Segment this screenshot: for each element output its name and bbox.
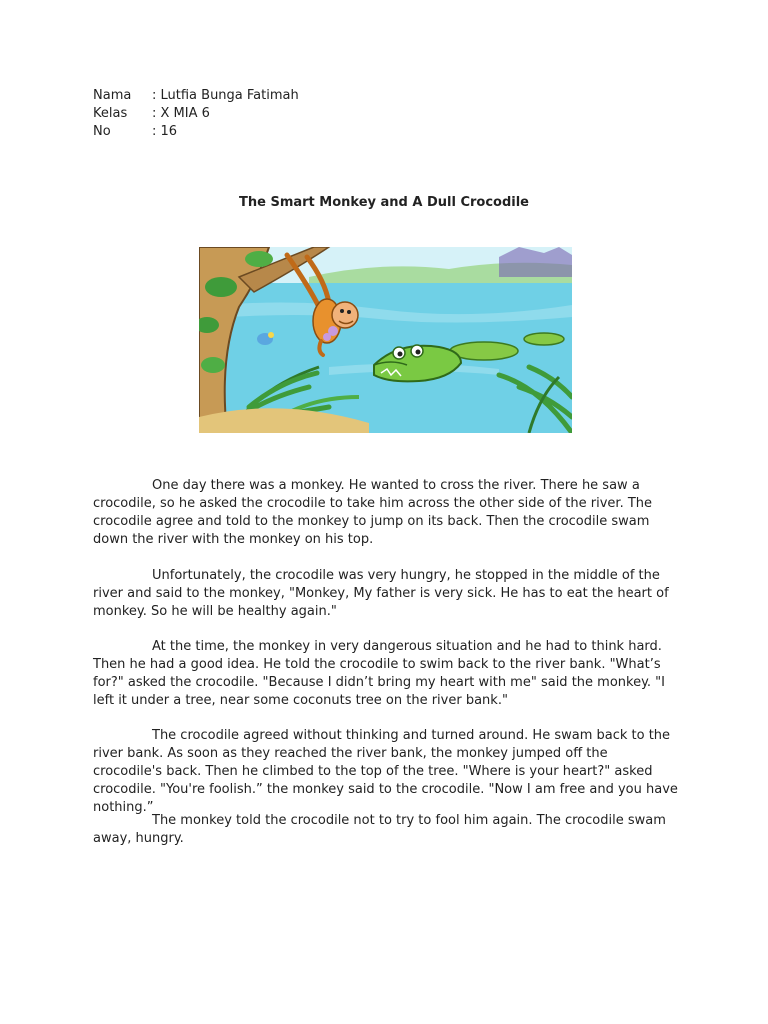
story-paragraph — [93, 477, 678, 549]
info-row-name — [93, 87, 299, 105]
paragraph-text: The monkey told the crocodile not to try to fool him again. The crocodile swam away, hungry. — [93, 813, 666, 846]
story-paragraph — [93, 812, 678, 848]
info-row-class — [93, 105, 299, 123]
story-paragraph — [93, 727, 678, 817]
paragraph-text: Unfortunately, the crocodile was very hungry, he stopped in the middle of the river and said to the monkey, "Monkey, My father is very sick. He has to eat the heart of monkey. So he will be healthy again." — [93, 568, 669, 619]
info-row-number — [93, 123, 299, 141]
monkey-crocodile-illustration — [199, 247, 572, 433]
paragraph-text: One day there was a monkey. He wanted to cross the river. There he saw a crocodile, so he asked the crocodile to take him across the other side of the river. The crocodile agree and told to the monkey to jump on its back. Then the crocodile swam down the river with the monkey on his top. — [93, 478, 653, 547]
paragraph-text: At the time, the monkey in very dangerous situation and he had to think hard. Then he had a good idea. He told the crocodile to swim back to the river bank. "What’s for?" asked the crocodile. "Because I didn’t bring my heart with me" said the monkey. "I left it under a tree, near some coconuts tree on the river bank." — [93, 639, 665, 708]
info-label: No — [93, 124, 111, 139]
info-label: Kelas — [93, 106, 128, 121]
story-paragraph — [93, 567, 678, 621]
story-title: The Smart Monkey and A Dull Crocodile — [238, 195, 530, 210]
info-value: : Lutfia Bunga Fatimah — [152, 88, 299, 103]
story-paragraph — [93, 638, 678, 710]
student-info — [93, 87, 299, 141]
paragraph-text: The crocodile agreed without thinking and turned around. He swam back to the river bank. As soon as they reached the river bank, the monkey jumped off the crocodile's back. Then he climbed to the top of the tree. "Where is your heart?" asked crocodile. "You're foolish.” the monkey said to the crocodile. "Now I am free and you have nothing.” — [93, 728, 678, 815]
info-value: : 16 — [152, 124, 178, 139]
info-value: : X MIA 6 — [152, 106, 210, 121]
info-label: Nama — [93, 88, 132, 103]
